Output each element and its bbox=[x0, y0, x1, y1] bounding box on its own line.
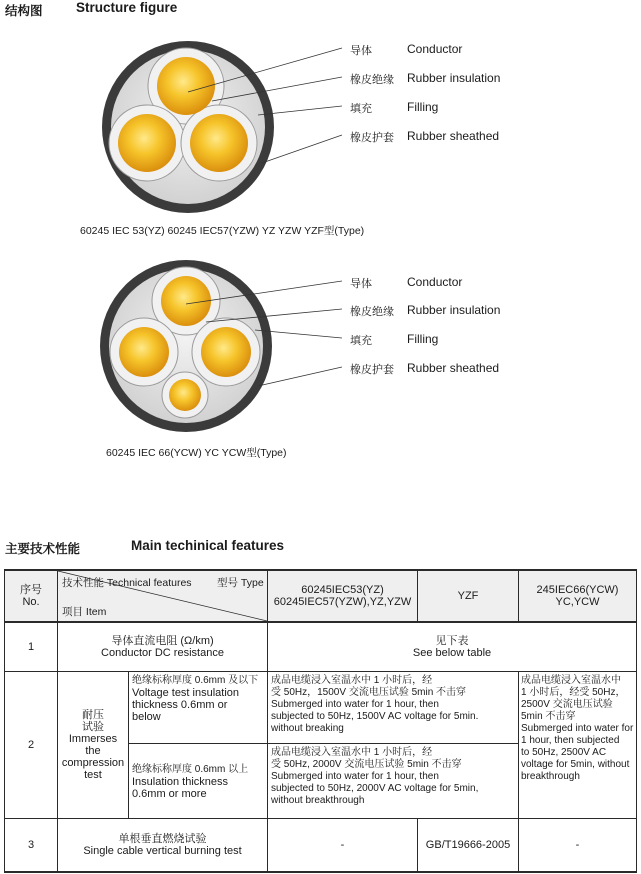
row1-item-en: Conductor DC resistance bbox=[101, 647, 224, 659]
section-title-cn: 结构图 bbox=[5, 3, 43, 18]
row2b-value-cn2: 受 50Hz, 2000V 交流电压试验 5min 不击穿 bbox=[271, 759, 462, 770]
row1-value-cn: 见下表 bbox=[435, 635, 469, 647]
header-no bbox=[5, 571, 57, 621]
header-technical-features: 技术性能 Technical features bbox=[62, 577, 192, 589]
row3-no: 3 bbox=[27, 839, 35, 851]
figure2-caption: 60245 IEC 66(YCW) YC YCW型(Type) bbox=[106, 447, 287, 459]
header-col3 bbox=[519, 571, 636, 621]
row2a-condition-cn: 绝缘标称厚度 0.6mm 及以下 bbox=[132, 675, 259, 686]
row2b-value-en3: without breakthrough bbox=[271, 795, 365, 806]
fig1-label-insulation-cn: 橡皮绝缘 bbox=[350, 73, 394, 86]
table-row2-split-rule bbox=[128, 743, 518, 744]
table-bottom-rule bbox=[4, 871, 637, 873]
row2a-value-en1: Submerged into water for 1 hour, then bbox=[271, 699, 439, 710]
row2-col3-cn1: 成品电缆浸入室温水中 bbox=[521, 675, 621, 686]
row2b-condition bbox=[132, 745, 267, 818]
row2-col3-en1: Submerged into water for bbox=[521, 723, 634, 734]
row2a-value-en2: subjected to 50Hz, 1500V AC voltage for 5min. bbox=[271, 711, 479, 722]
figure2-conductor-4 bbox=[169, 379, 201, 411]
fig2-label-conductor-en: Conductor bbox=[407, 275, 463, 289]
row3-item-cn: 单根垂直燃烧试验 bbox=[118, 833, 207, 845]
row2-col3-en3: to 50Hz, 2500V AC bbox=[521, 747, 607, 758]
fig2-label-insulation-cn: 橡皮绝缘 bbox=[350, 305, 394, 318]
row1-no: 1 bbox=[27, 641, 35, 653]
fig1-label-conductor-en: Conductor bbox=[407, 42, 463, 56]
row2a-condition-en2: thickness 0.6mm or bbox=[132, 699, 228, 711]
row1-item bbox=[58, 623, 267, 671]
row2-col3-en2: 1 hour, then subjected bbox=[521, 735, 620, 746]
row2-item-en4: test bbox=[84, 769, 102, 781]
fig1-label-sheath-en: Rubber sheathed bbox=[407, 129, 500, 143]
row2a-value-cn1: 成品电缆浸入室温水中 1 小时后，经 bbox=[271, 675, 433, 686]
row2-col3-en4: voltage for 5min, without bbox=[521, 759, 630, 770]
header-col2 bbox=[418, 571, 518, 621]
header-col3-line1: 245IEC66(YCW) bbox=[536, 584, 619, 596]
row2b-value bbox=[271, 747, 517, 817]
row2-no: 2 bbox=[27, 739, 35, 751]
table-cond-rule bbox=[128, 671, 129, 818]
fig2-label-conductor-cn: 导体 bbox=[350, 277, 372, 290]
row1-value-en: See below table bbox=[412, 647, 492, 659]
row2-col3-cn4: 5min 不击穿 bbox=[521, 711, 576, 722]
fig1-label-insulation-en: Rubber insulation bbox=[407, 71, 501, 85]
header-col1-line1: 60245IEC53(YZ) bbox=[301, 584, 384, 596]
row3-item-en: Single cable vertical burning test bbox=[83, 845, 242, 857]
header-col2-text: YZF bbox=[457, 590, 479, 602]
row3-item bbox=[58, 819, 267, 871]
row2-col3-en5: breakthrough bbox=[521, 771, 580, 782]
fig1-label-filling-en: Filling bbox=[407, 100, 439, 114]
row1-item-cn: 导体直流电阻 (Ω/km) bbox=[111, 635, 214, 647]
row2-item-en1: Immerses bbox=[68, 733, 118, 745]
section-title-en: Structure figure bbox=[76, 0, 178, 15]
fig1-label-filling-cn: 填充 bbox=[350, 102, 372, 115]
figure2-cable bbox=[100, 260, 342, 432]
figure1-conductor-1 bbox=[157, 57, 215, 115]
header-col1-line2: 60245IEC57(YZW),YZ,YZW bbox=[273, 596, 412, 608]
figure2-conductor-1 bbox=[161, 276, 211, 326]
header-no-en: No. bbox=[22, 596, 40, 608]
row2b-condition-en2: 0.6mm or more bbox=[132, 787, 207, 800]
row2b-value-en2: subjected to 50Hz, 2000V AC voltage for 5min, bbox=[271, 783, 479, 794]
features-table bbox=[4, 569, 637, 873]
row3-col3: - bbox=[575, 839, 580, 851]
fig2-label-sheath-cn: 橡皮护套 bbox=[350, 363, 394, 376]
row2b-condition-cn: 绝缘标称厚度 0.6mm 以上 bbox=[132, 763, 249, 775]
figure1-caption: 60245 IEC 53(YZ) 60245 IEC57(YZW) YZ YZW YZF型(Type) bbox=[80, 225, 365, 237]
row2-col3-cn2: 1 小时后，经受 50Hz， bbox=[521, 687, 626, 698]
row2-item bbox=[58, 672, 128, 818]
row2-item-en3: compression bbox=[61, 757, 125, 769]
row2-item-cn2: 试验 bbox=[82, 721, 104, 733]
fig1-label-conductor-cn: 导体 bbox=[350, 44, 372, 57]
figure1-cable bbox=[102, 41, 342, 213]
row2a-condition-en1: Voltage test insulation bbox=[132, 687, 240, 699]
header-col1 bbox=[268, 571, 417, 621]
figure2-conductor-3 bbox=[201, 327, 251, 377]
row2a-condition bbox=[132, 675, 267, 741]
row2b-condition-en1: Insulation thickness bbox=[132, 775, 228, 788]
fig2-label-sheath-en: Rubber sheathed bbox=[407, 361, 500, 375]
row2b-value-en1: Submerged into water for 1 hour, then bbox=[271, 771, 439, 782]
row2a-value-en3: without breaking bbox=[271, 723, 344, 734]
figure2-conductor-2 bbox=[119, 327, 169, 377]
header-item: 项目 Item bbox=[62, 606, 107, 618]
row3-col2: GB/T19666-2005 bbox=[425, 839, 511, 851]
figure1-conductor-2 bbox=[118, 114, 176, 172]
row2-col3-cn3: 2500V 交流电压试验 bbox=[521, 699, 613, 710]
section2-title-cn: 主要技术性能 bbox=[5, 541, 81, 556]
row2-item-en2: the bbox=[85, 745, 101, 757]
header-model-type: 型号 Type bbox=[217, 577, 264, 589]
figure1-conductor-3 bbox=[190, 114, 248, 172]
row1-value bbox=[268, 623, 636, 671]
row2a-condition-en3: below bbox=[132, 711, 161, 723]
row2a-value-cn2: 受 50Hz，1500V 交流电压试验 5min 不击穿 bbox=[271, 687, 467, 698]
section2-title-en: Main techinical features bbox=[131, 538, 285, 553]
row3-col1: - bbox=[340, 839, 345, 851]
header-col3-line2: YC,YCW bbox=[555, 596, 600, 608]
fig2-label-filling-cn: 填充 bbox=[350, 334, 372, 347]
fig1-label-sheath-cn: 橡皮护套 bbox=[350, 131, 394, 144]
row2-item-cn1: 耐压 bbox=[82, 709, 104, 721]
row2b-value-cn1: 成品电缆浸入室温水中 1 小时后，经 bbox=[271, 747, 433, 758]
row2-col3-value bbox=[521, 675, 636, 815]
row2a-value bbox=[271, 675, 517, 741]
table-item-rule-mid bbox=[267, 671, 268, 818]
fig2-label-insulation-en: Rubber insulation bbox=[407, 303, 501, 317]
header-no-cn: 序号 bbox=[20, 584, 42, 596]
fig2-label-filling-en: Filling bbox=[407, 332, 439, 346]
